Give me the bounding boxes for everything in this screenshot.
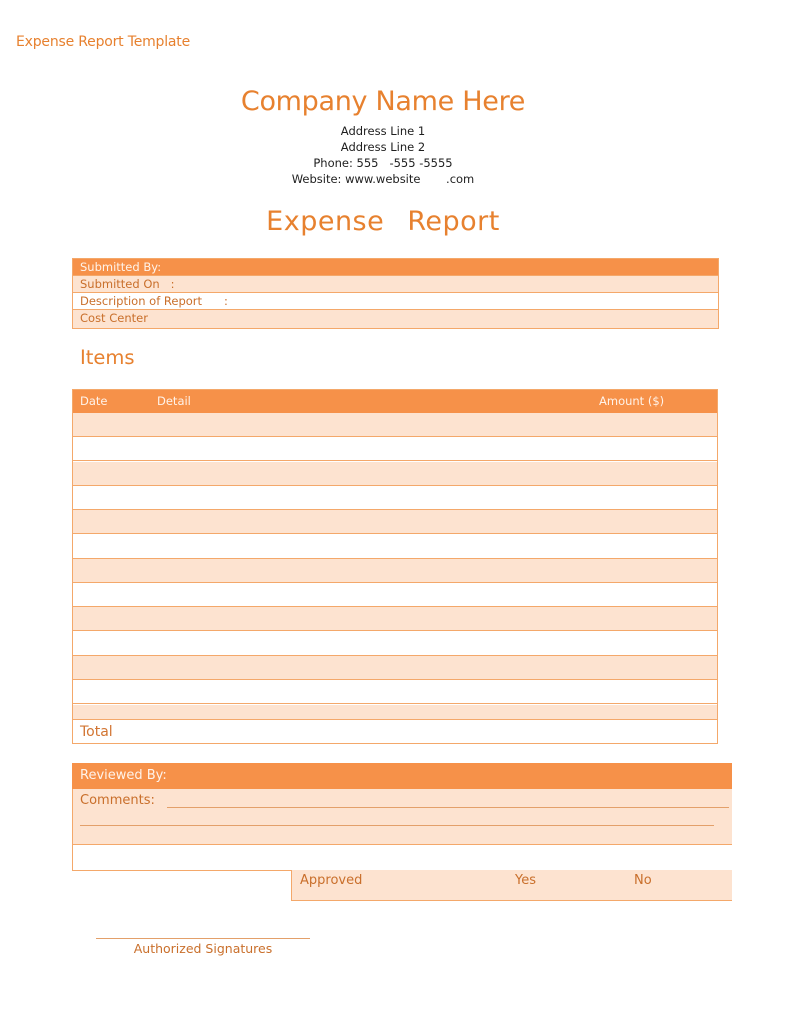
comments-line-1 xyxy=(167,807,729,808)
comments-area[interactable] xyxy=(72,789,732,844)
table-row[interactable] xyxy=(73,559,717,583)
items-table xyxy=(72,389,718,744)
table-row[interactable] xyxy=(73,462,717,486)
column-date: Date xyxy=(80,394,108,408)
cost-center-field[interactable]: Cost Center xyxy=(73,310,718,328)
approved-no-option[interactable]: No xyxy=(634,873,652,888)
document-title: Expense Report Template xyxy=(16,34,191,50)
table-row[interactable] xyxy=(73,510,717,534)
description-field[interactable]: Description of Report : xyxy=(73,293,718,310)
column-detail: Detail xyxy=(157,394,191,408)
table-row[interactable] xyxy=(73,656,717,680)
table-row[interactable] xyxy=(73,632,717,656)
comments-line-2 xyxy=(80,825,714,826)
reviewed-by-field[interactable]: Reviewed By: xyxy=(72,763,732,789)
website-line: Website: www.website .com xyxy=(291,172,475,186)
address-line-1: Address Line 1 xyxy=(340,124,426,138)
signature-label: Authorized Signatures xyxy=(133,941,273,956)
column-amount: Amount ($) xyxy=(599,394,665,408)
approved-yes-option[interactable]: Yes xyxy=(515,873,536,888)
address-line-2: Address Line 2 xyxy=(340,140,426,154)
submitted-on-field[interactable]: Submitted On : xyxy=(73,276,718,293)
comments-label: Comments: xyxy=(80,793,155,808)
report-title: Expense Report xyxy=(266,206,500,237)
table-row[interactable] xyxy=(73,583,717,607)
table-row[interactable] xyxy=(73,607,717,631)
review-blank-row xyxy=(72,844,732,871)
table-row[interactable] xyxy=(73,486,717,510)
approval-row xyxy=(291,870,732,901)
items-table-header xyxy=(73,390,717,413)
phone-line: Phone: 555 -555 -5555 xyxy=(313,156,453,170)
approved-label: Approved xyxy=(300,873,363,888)
company-name: Company Name Here xyxy=(240,86,526,117)
items-heading: Items xyxy=(80,346,135,369)
report-info-box xyxy=(72,258,719,329)
total-row: Total xyxy=(73,719,717,743)
table-row[interactable] xyxy=(73,680,717,704)
submitted-by-field[interactable]: Submitted By: xyxy=(73,259,718,276)
table-row[interactable] xyxy=(73,535,717,559)
signature-line[interactable] xyxy=(96,938,310,939)
table-row[interactable] xyxy=(73,437,717,461)
table-row[interactable] xyxy=(73,413,717,437)
